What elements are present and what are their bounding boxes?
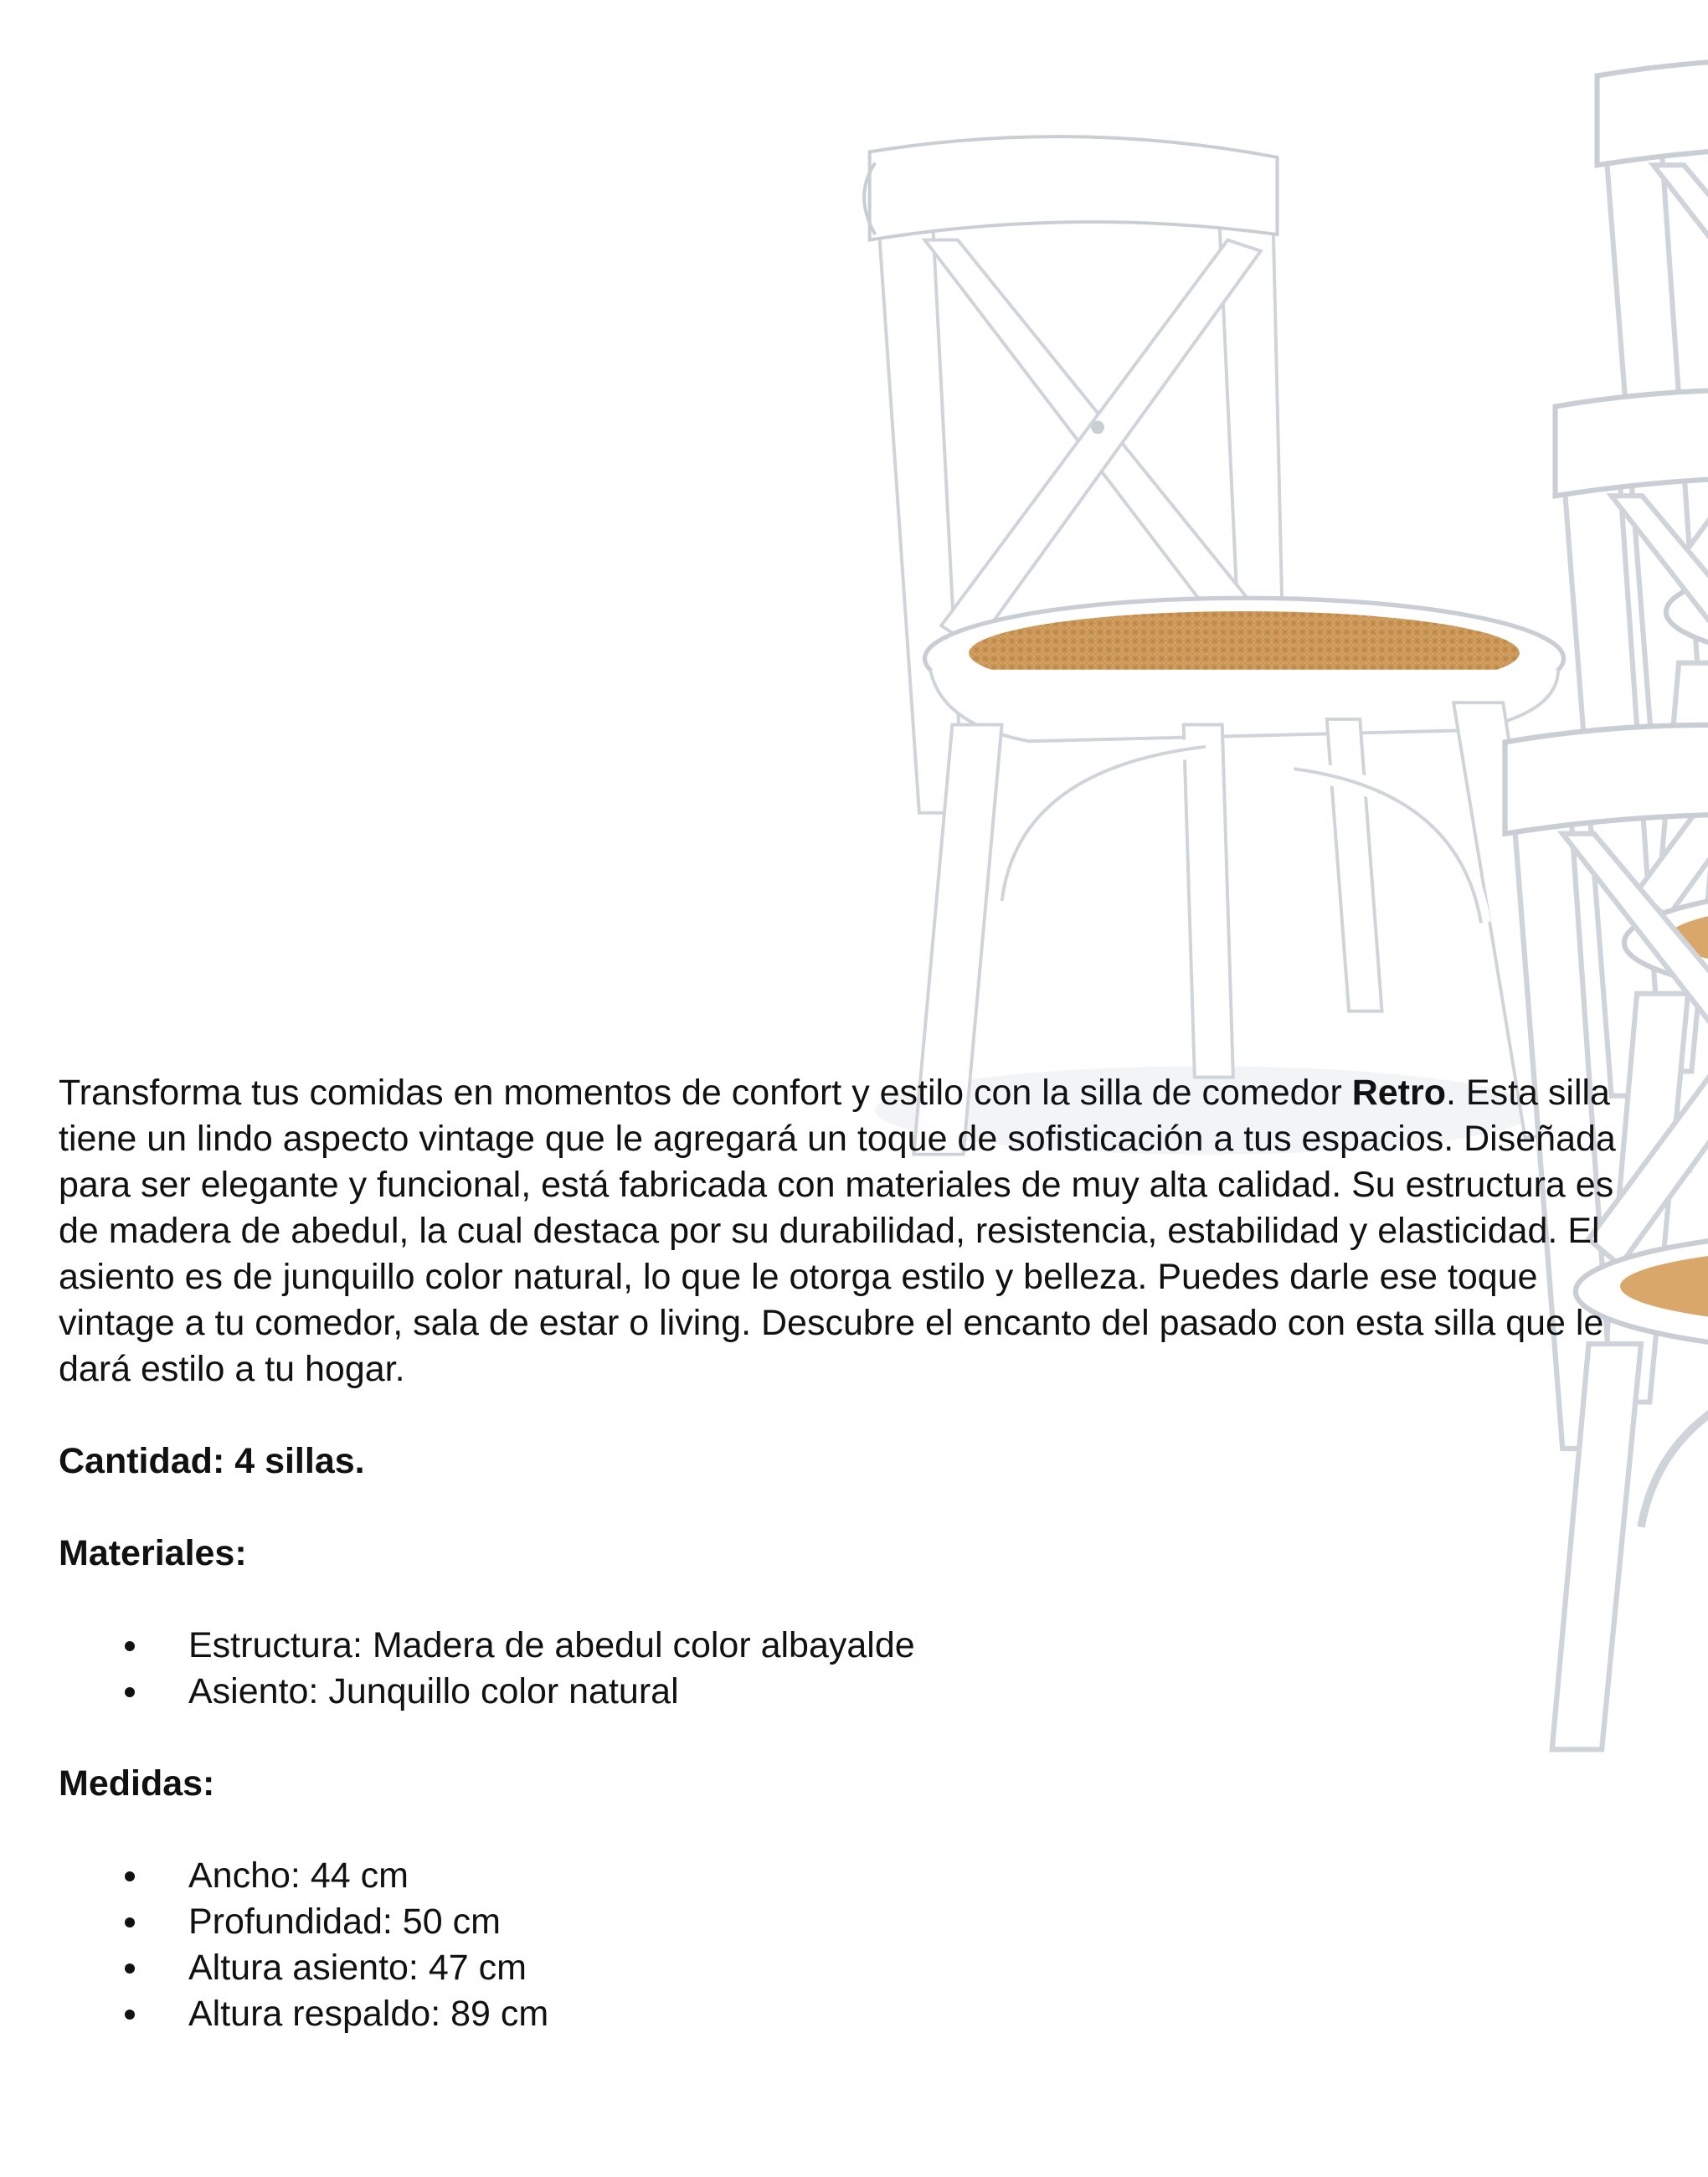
bullet-icon xyxy=(125,1687,135,1697)
chair-small-icon xyxy=(996,716,1248,1051)
chair-small-icon xyxy=(1080,50,1331,394)
product-description xyxy=(59,1070,1658,1392)
bullet-icon xyxy=(125,1871,135,1881)
bullet-icon xyxy=(125,1641,135,1651)
bullet-icon xyxy=(125,1963,135,1974)
chair-main-icon xyxy=(352,130,954,925)
bullet-icon xyxy=(125,2010,135,2020)
list-item: Estructura: Madera de abedul color albayalde xyxy=(59,1623,1658,1669)
materials-heading: Materiales: xyxy=(59,1533,247,1573)
chair-small-icon xyxy=(1038,381,1289,724)
product-description-section xyxy=(59,1070,1658,2037)
list-item: Altura respaldo: 89 cm xyxy=(59,1991,1658,2037)
list-item: Asiento: Junquillo color natural xyxy=(59,1669,1658,1715)
product-image-area xyxy=(0,0,1708,1047)
quantity-heading: Cantidad: 4 sillas. xyxy=(59,1441,365,1481)
product-name: Retro xyxy=(1351,1073,1447,1113)
description-part1: Transforma tus comidas en momentos de confort y estilo con la silla de comedor xyxy=(59,1073,1352,1113)
materials-list xyxy=(59,1623,1658,1715)
measures-list xyxy=(59,1853,1658,2037)
measures-heading: Medidas: xyxy=(59,1763,215,1804)
list-item: Altura asiento: 47 cm xyxy=(59,1945,1658,1991)
list-item: Profundidad: 50 cm xyxy=(59,1899,1658,1945)
bullet-icon xyxy=(125,1917,135,1927)
list-item: Ancho: 44 cm xyxy=(59,1853,1658,1899)
description-part2: . Esta silla tiene un lindo aspecto vintage que le agregará un toque de sofisticación a tus espacios. Diseñada para ser elegante y funcional, está fabricada con materiales de muy alta calidad. Su estructura es de madera de abedul, la cual destaca por su durabilidad, resistencia, estabilidad y elasticidad. El asiento es de junquillo color natural, lo que le otorga estilo y belleza. Puedes darle ese toque vintage a tu comedor, sala de estar o living. Descubre el encanto del pasado con esta silla que le dará estilo a tu hogar. xyxy=(59,1073,1616,1389)
